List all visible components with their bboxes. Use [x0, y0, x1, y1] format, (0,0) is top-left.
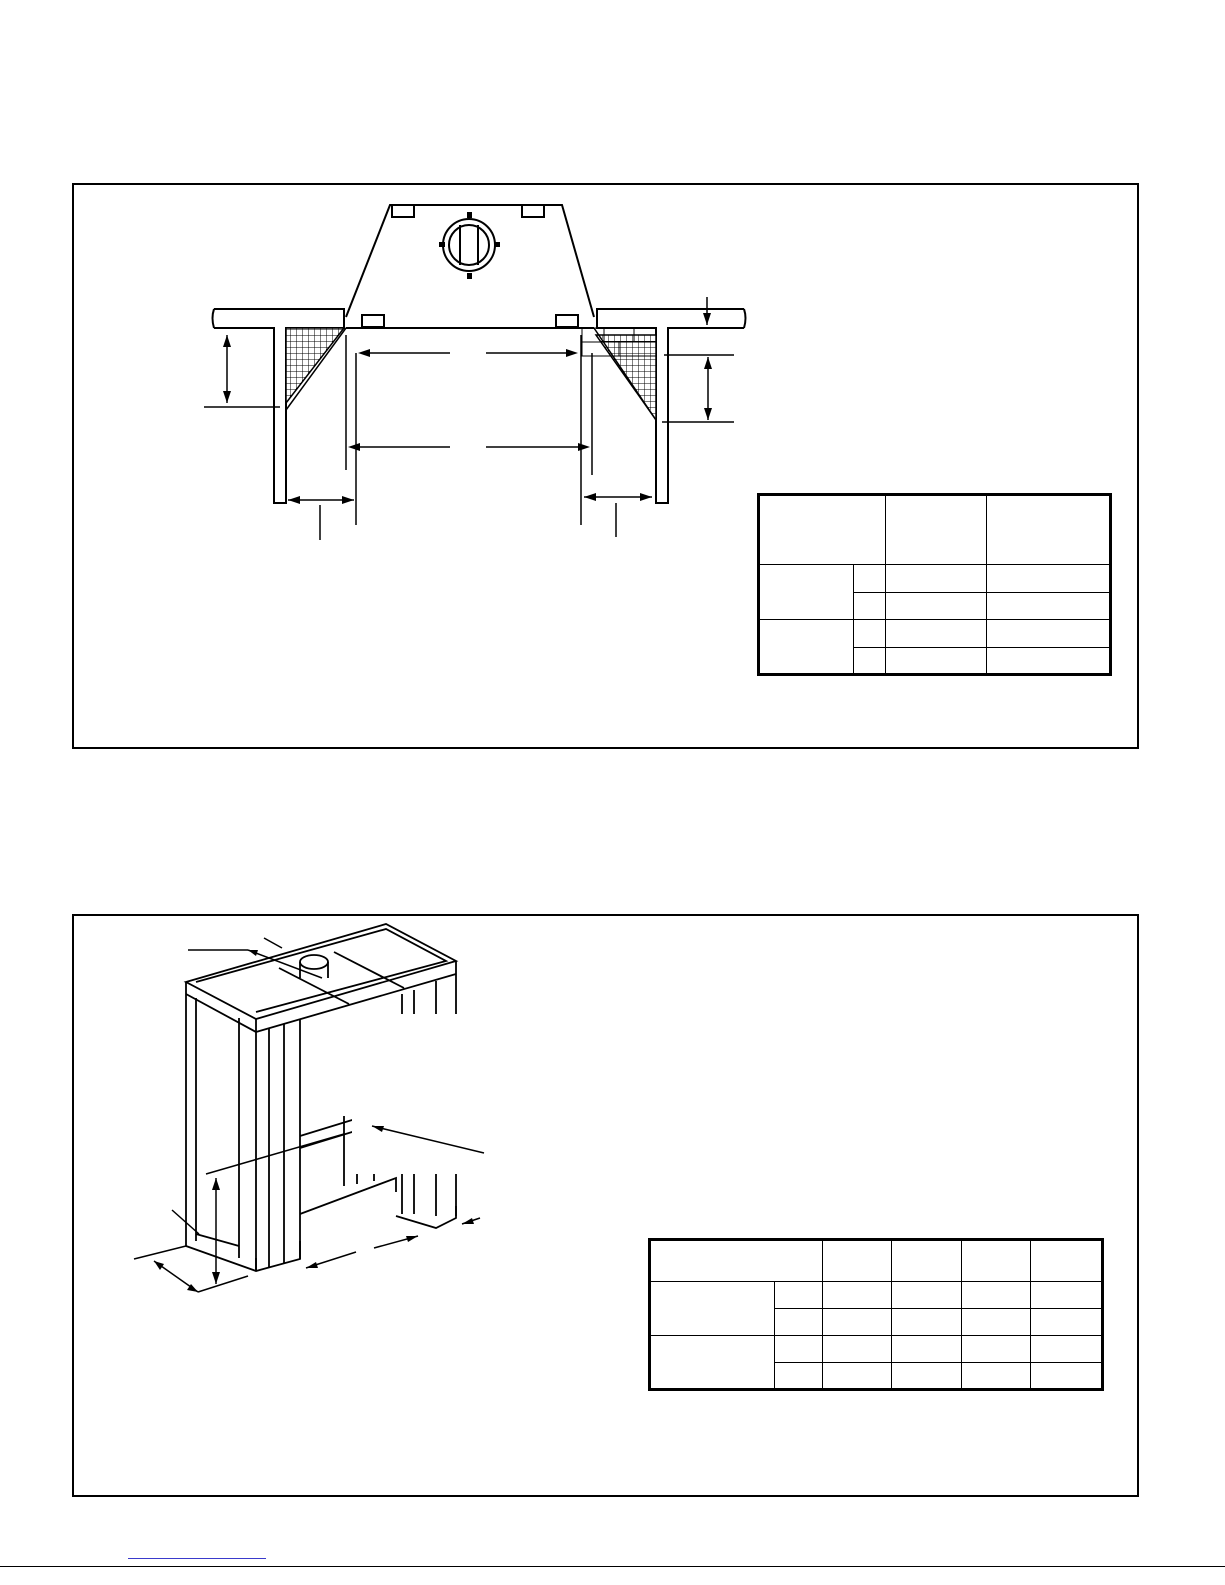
table-cell: [892, 1309, 962, 1336]
table-cell: [892, 1336, 962, 1363]
table-cell: [885, 565, 986, 593]
table-cell: [987, 593, 1111, 620]
table-cell: [885, 620, 986, 648]
table-cell: [854, 565, 886, 593]
table-cell: [854, 648, 886, 675]
table-cell: [961, 1282, 1031, 1309]
table-cell: [1031, 1336, 1103, 1363]
table-cell: [775, 1363, 823, 1390]
table-group-label: [650, 1282, 775, 1336]
left-corner-infill: [286, 328, 344, 403]
table-cell: [1031, 1309, 1103, 1336]
table-cell: [885, 593, 986, 620]
table-row: [650, 1282, 1103, 1309]
table-group-label: [650, 1336, 775, 1390]
table-cell: [1031, 1363, 1103, 1390]
table-header-cell: [822, 1240, 892, 1282]
clearance-table: [757, 493, 1112, 676]
table-cell: [961, 1336, 1031, 1363]
table-header-cell: [885, 495, 986, 565]
table-cell: [854, 593, 886, 620]
table-group-label: [759, 565, 854, 620]
table-cell: [892, 1282, 962, 1309]
table-cell: [822, 1336, 892, 1363]
table-cell: [822, 1282, 892, 1309]
table-header-cell: [1031, 1240, 1103, 1282]
corner-installation-figure: [72, 183, 1139, 749]
framing-figure: [72, 914, 1139, 1497]
table-cell: [987, 565, 1111, 593]
table-header-cell: [987, 495, 1111, 565]
table-header-cell: [892, 1240, 962, 1282]
table-cell: [775, 1282, 823, 1309]
table-cell: [987, 648, 1111, 675]
footer-rule: [0, 1566, 1225, 1567]
table-cell: [1031, 1282, 1103, 1309]
table-cell: [961, 1363, 1031, 1390]
table-cell: [987, 620, 1111, 648]
fireplace-unit: [346, 205, 594, 328]
table-cell: [885, 648, 986, 675]
table-row: [759, 620, 1111, 648]
table-header-row: [650, 1240, 1103, 1282]
framing-drawing: [74, 916, 1141, 1499]
table-cell: [822, 1363, 892, 1390]
table-row: [759, 565, 1111, 593]
table-group-label: [759, 620, 854, 675]
table-header-cell: [759, 495, 886, 565]
table-cell: [854, 620, 886, 648]
table-cell: [775, 1309, 823, 1336]
table-header-cell: [650, 1240, 823, 1282]
table-header-row: [759, 495, 1111, 565]
table-header-cell: [961, 1240, 1031, 1282]
table-cell: [961, 1309, 1031, 1336]
table-cell: [775, 1336, 823, 1363]
table-row: [650, 1336, 1103, 1363]
table-cell: [892, 1363, 962, 1390]
footer-link-underline[interactable]: [128, 1558, 266, 1559]
table-cell: [822, 1309, 892, 1336]
framing-dimensions-table: [648, 1238, 1104, 1391]
